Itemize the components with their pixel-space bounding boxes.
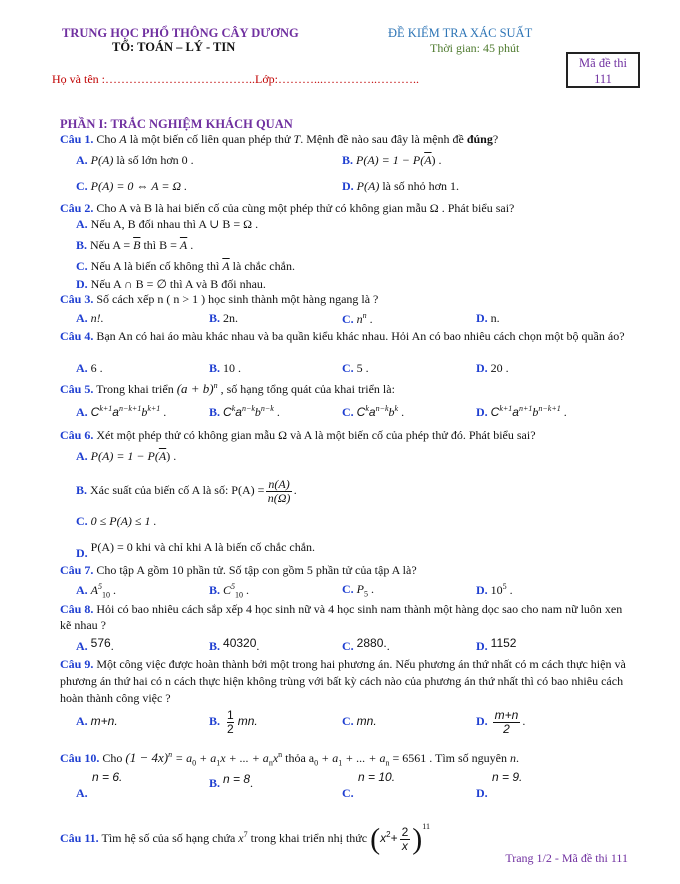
option[interactable] (76, 540, 316, 560)
question-label: Câu 3. (60, 292, 94, 306)
option[interactable] (209, 772, 254, 790)
option-label: C. (342, 714, 354, 728)
option[interactable] (476, 709, 525, 735)
math-sub: 1 (338, 758, 343, 768)
option[interactable] (76, 770, 176, 800)
option-text: n!. (90, 311, 104, 325)
question-math: (a + b) (176, 381, 214, 396)
page-footer: Trang 1/2 - Mã đề thi 111 (505, 851, 628, 865)
option-math: P(A) = 0 ⇔ A = Ω . (90, 179, 188, 193)
option-text: 2880. (356, 636, 387, 650)
option-math: n = 8 (223, 772, 251, 786)
math-sub: 1 (216, 758, 221, 768)
fraction (400, 826, 411, 853)
question-label: Câu 10. (60, 751, 100, 765)
option[interactable]: B. $C^ka^{n-k}b^{n-k}$ . (209, 404, 280, 419)
option-label: B. (342, 153, 354, 167)
option[interactable] (76, 179, 187, 194)
option-label: D. (476, 311, 488, 325)
option-math: P(A) (90, 153, 114, 167)
option-math-sup: n+1 (518, 404, 533, 413)
option-math: 10 (490, 583, 503, 597)
option-text: 10 . (223, 361, 242, 375)
math-var: x (238, 831, 244, 845)
option-label: A. (76, 639, 88, 653)
math-sub: 0 (314, 758, 319, 768)
exam-code-box (566, 52, 640, 88)
option-text: . (506, 583, 513, 597)
option-math-bar: $\overline{A}$ (222, 259, 230, 273)
option-label: B. (209, 639, 221, 653)
option-text-b: thì B = (140, 238, 180, 252)
option[interactable] (209, 361, 241, 376)
option-math-bar: $\overline{A}$ (158, 449, 167, 463)
option-math-sup: n−k (260, 404, 274, 413)
option[interactable] (76, 449, 176, 464)
option-label: B. (209, 405, 221, 419)
q1-text-e: ? (492, 132, 499, 146)
option-post: . (293, 482, 297, 497)
option-post: . (256, 639, 260, 653)
paren-close: ) (412, 822, 423, 856)
math-sub: n (385, 758, 390, 768)
question-label: Câu 1. (60, 132, 94, 146)
option-label: C. (342, 405, 354, 419)
option[interactable] (476, 770, 576, 800)
question-6 (60, 428, 536, 443)
question-text: Trong khai triển (96, 382, 174, 396)
option-label: D. (76, 546, 88, 560)
option-math: C (223, 583, 232, 597)
math-part: + a (199, 751, 217, 765)
option-text: . (368, 582, 375, 596)
question-text: Cho (102, 751, 123, 765)
option-label: D. (476, 583, 488, 597)
math-plus: + (390, 831, 398, 845)
math-part: = a (175, 751, 193, 765)
exam-code-value: 111 (594, 72, 612, 86)
option-math-b: b (141, 405, 148, 419)
question-math-sup: n (213, 381, 218, 390)
option[interactable] (76, 514, 157, 529)
option-text: P(A) = 0 khi và chỉ khi A là biến cố chắc chắn. (90, 540, 316, 554)
option-math-b: b (532, 405, 539, 419)
option-math-b: b (254, 405, 261, 419)
section-title: PHẦN I: TRẮC NGHIỆM KHÁCH QUAN (60, 117, 293, 131)
option-text: Nếu A = (90, 238, 134, 252)
school-name: TRUNG HỌC PHỔ THÔNG CÂY DƯƠNG (62, 26, 299, 40)
option-label: C. (342, 312, 354, 326)
question-text: Cho tập A gồm 10 phần tử. Số tập con gồm 5 phần tử của tập A là? (96, 563, 417, 577)
question-label: Câu 8. (60, 602, 94, 616)
option-text-b: là chắc chắn. (229, 259, 295, 273)
math-sup: 2 (386, 830, 391, 839)
option[interactable] (209, 709, 258, 735)
option-math: mn. (237, 713, 258, 728)
option-post: . (386, 639, 390, 653)
option-text: 1152 (490, 636, 517, 650)
option[interactable] (209, 311, 238, 326)
option[interactable] (76, 478, 297, 504)
fraction-numerator: 1 (227, 708, 234, 722)
option-math-a: a (512, 405, 519, 419)
option-math-c: C (223, 405, 232, 419)
question-label: Câu 11. (60, 831, 99, 845)
question-label: Câu 7. (60, 563, 94, 577)
option-math-post: ) . (166, 449, 177, 463)
option-math: P(A) = 1 − P( (90, 449, 159, 463)
option[interactable] (76, 277, 266, 292)
question-7 (60, 563, 417, 578)
option-label: C. (342, 786, 354, 800)
option-math: mn. (356, 714, 377, 728)
option[interactable] (342, 311, 373, 327)
option-text-c: . (187, 238, 194, 252)
question-5 (60, 381, 395, 397)
option-text: . (243, 583, 250, 597)
option-math-bar: $\overline{A}$ (179, 238, 188, 252)
option-math-b: b (388, 405, 395, 419)
option-text: . (366, 312, 373, 326)
option-label: B. (209, 311, 221, 325)
option-math-sup: 5 (231, 582, 236, 591)
option-text: là số lớn hơn 0 . (116, 153, 194, 167)
option-math-sup: n (362, 311, 367, 320)
option-text: là số nhỏ hơn 1. (382, 179, 460, 193)
option-label: C. (76, 259, 88, 273)
q1-var-t: T (293, 132, 301, 146)
option-math-bar: $\overline{B}$ (133, 238, 141, 252)
fraction-denominator: n(Ω) (267, 490, 291, 505)
math-sub: 0 (192, 758, 197, 768)
option-math-bar: $\overline{A}$ (424, 153, 432, 167)
fraction (266, 478, 291, 504)
option[interactable] (476, 636, 516, 651)
option-label: B. (209, 776, 221, 790)
option-math-sup: k+1 (499, 404, 513, 413)
option-math: n (356, 312, 363, 326)
option-label: A. (76, 311, 88, 325)
option[interactable] (209, 582, 249, 599)
option-label: A. (76, 583, 88, 597)
option-math-sub: 5 (364, 589, 369, 599)
option-post: . (250, 776, 254, 790)
question-text: Bạn An có hai áo màu khác nhau và ba quần kiểu khác nhau. Hỏi An có bao nhiêu cách chọn một bộ quần áo? (96, 329, 625, 343)
math-var: n (510, 751, 516, 765)
option-label: C. (342, 582, 354, 596)
math-part: thỏa a (282, 751, 315, 765)
exam-duration: Thời gian: 45 phút (430, 41, 520, 55)
option[interactable] (76, 238, 193, 253)
question-text: Tìm hệ số của số hạng chứa (101, 831, 236, 845)
option[interactable] (76, 217, 258, 232)
option-label: D. (476, 405, 488, 419)
option-math-sub: 10 (235, 590, 244, 600)
option-post: . (522, 713, 526, 728)
math-part: + ... + a (345, 751, 386, 765)
question-label: Câu 6. (60, 428, 94, 442)
option-label: B. (209, 583, 221, 597)
option[interactable] (76, 259, 295, 274)
option[interactable] (342, 153, 442, 168)
option[interactable] (76, 153, 194, 168)
question-text-b: trong khai triển nhị thức (250, 831, 368, 845)
q1-var: A (119, 132, 127, 146)
question-11 (60, 815, 430, 859)
option-math-a: a (368, 405, 376, 419)
question-label: Câu 9. (60, 657, 94, 671)
option-label: A. (76, 714, 88, 728)
option-label: A. (76, 786, 88, 800)
math-part: x + ... + a (220, 751, 269, 765)
option-label: B. (209, 713, 221, 728)
question-2 (60, 201, 514, 216)
option-math-c: C (90, 405, 100, 419)
option-label: A. (76, 153, 88, 167)
option[interactable] (342, 770, 442, 800)
option[interactable] (76, 709, 118, 728)
option[interactable] (342, 709, 377, 728)
exam-title: ĐỀ KIỂM TRA XÁC SUẤT (388, 26, 533, 40)
option[interactable] (76, 361, 103, 376)
option-math-sub: 10 (102, 590, 111, 600)
option-math: P(A) = 1 − P( (356, 153, 425, 167)
name-class-field[interactable]: Họ và tên :………………………………..Lớp:………...…………..……….. (52, 72, 419, 86)
option-label: A. (76, 361, 88, 375)
option-label: D. (342, 179, 354, 193)
exam-code-label: Mã đề thi (579, 56, 627, 70)
question-4 (60, 329, 630, 344)
option[interactable] (342, 636, 390, 651)
option[interactable] (76, 582, 116, 599)
option[interactable] (342, 361, 369, 376)
math-part: = 6561 . Tìm số nguyên (392, 751, 507, 765)
option-math: A (90, 583, 99, 597)
option-math-sup: k (365, 404, 369, 413)
question-label: Câu 2. (60, 201, 94, 215)
option-label: A. (76, 405, 88, 419)
option-math-sup: n−k+1 (118, 404, 142, 413)
option[interactable] (76, 636, 114, 651)
option[interactable] (76, 311, 104, 326)
fraction (225, 709, 236, 735)
option-label: A. (76, 217, 88, 231)
fraction-denominator: 2 (503, 721, 510, 736)
paren-open: ( (370, 822, 381, 856)
math-part: x (272, 751, 279, 765)
option-label: C. (76, 179, 88, 193)
question-9 (60, 656, 630, 707)
option-math-sup: k (231, 404, 236, 413)
option-text: Xác suất của biến cố A là số: P(A) = (90, 482, 265, 497)
question-8 (60, 601, 630, 633)
option-label: D. (476, 639, 488, 653)
option-math-sup: k+1 (147, 404, 161, 413)
option-text: 576 (90, 636, 111, 650)
q1-text-c: . Mệnh đề nào sau đây là mệnh đề (300, 132, 464, 146)
option[interactable] (476, 361, 509, 376)
question-label: Câu 5. (60, 382, 94, 396)
option-math-sup: 5 (98, 582, 103, 591)
option-math-a: a (235, 405, 242, 419)
option-label: D. (76, 277, 88, 291)
math-exponent: 11 (422, 822, 430, 831)
fraction-numerator: m+n (494, 708, 519, 722)
option-label: D. (476, 361, 488, 375)
fraction-denominator: x (401, 838, 408, 853)
question-text: Hỏi có bao nhiêu cách sắp xếp 4 học sinh nữ và 4 học sinh nam thành một hàng dọc sao cho nam nữ luôn xen kẽ nhau ? (60, 602, 623, 632)
option-math: n = 6. (92, 770, 123, 784)
option-math: 0 ≤ P(A) ≤ 1 . (90, 514, 157, 528)
option-text: 5 . (356, 361, 369, 375)
option[interactable] (342, 179, 459, 194)
option-label: C. (342, 361, 354, 375)
question-3 (60, 292, 378, 307)
option-text: 6 . (90, 361, 103, 375)
math-sub: n (268, 758, 273, 768)
math-sup: 7 (243, 830, 248, 839)
option-math: P(A) (356, 179, 380, 193)
fraction-numerator: n(A) (268, 477, 290, 491)
q1-text: Cho (96, 132, 117, 146)
math-var: x (380, 831, 387, 845)
option[interactable] (342, 582, 374, 598)
option-label: A. (76, 449, 88, 463)
option-text: n. (490, 311, 500, 325)
option-text: 20 . (490, 361, 509, 375)
option-math: P (356, 582, 365, 596)
option-text: Nếu A, B đối nhau thì A ∪ B = Ω . (90, 217, 259, 231)
question-1 (60, 132, 498, 147)
option-text: 2n. (223, 311, 239, 325)
fraction-numerator: 2 (401, 824, 409, 839)
question-text: Cho A và B là hai biến cố của cùng một phép thử có không gian mẫu Ω . Phát biểu sai? (96, 201, 515, 215)
fraction (493, 709, 521, 735)
q1-text-b: là một biến cố liên quan phép thử (129, 132, 291, 146)
question-text: Số cách xếp n ( n > 1 ) học sinh thành một hàng ngang là ? (96, 292, 379, 306)
question-text: Một công việc được hoàn thành bởi một trong hai phương án. Nếu phương án thứ nhất có m cách thực hiện và phương án thứ hai có n cách thực hiện không trùng với bất kỳ cách nào của phương án thứ nhất thì có bao nhiêu cách hoàn thành công việc ? (60, 657, 626, 705)
option-text: Nếu A là biến cố không thì (90, 259, 223, 273)
option-math: n = 10. (358, 770, 396, 784)
option[interactable]: D. $C^{k+1}a^{n+1}b^{n-k+1}$ . (476, 404, 567, 419)
option-label: C. (342, 639, 354, 653)
option-math-sup: n−k (241, 404, 255, 413)
option-text: 40320 (223, 636, 257, 650)
option-math-sup: k (394, 404, 399, 413)
option-text: Nếu A ∩ B = ∅ thì A và B đối nhau. (90, 277, 266, 291)
option-label: B. (209, 361, 221, 375)
option[interactable]: C. $C^ka^{n-k}b^k$ . (342, 404, 405, 419)
option-math: n = 9. (492, 770, 523, 784)
option-math-sup: n−k (375, 404, 389, 413)
question-10: Câu 10. Cho $(1 - 4x)^n = a_0 + a_1x$ + ... + $a_nx^n$ thỏa $a_0 + a_1$ + ... + $a_n = 6561$ . Tìm số nguyên n. (60, 750, 519, 768)
option-math-post: ) . (431, 153, 442, 167)
option[interactable]: A. $C^{k+1}a^{n-k+1}b^{k+1}$ . (76, 404, 167, 419)
fraction-denominator: 2 (227, 721, 234, 736)
option-math-c: C (356, 405, 366, 419)
option-post: . (110, 639, 114, 653)
math-sup: n (168, 750, 173, 759)
question-text: Xét một phép thử có không gian mẫu Ω và A là một biến cố của phép thử đó. Phát biểu sai? (96, 428, 536, 442)
option-math: m+n. (90, 714, 118, 728)
department: TỔ: TOÁN – LÝ - TIN (112, 40, 236, 54)
option-math-sup: 5 (502, 582, 507, 591)
option-label: B. (76, 482, 88, 497)
q1-emph: đúng (466, 132, 493, 146)
option-label: D. (476, 786, 488, 800)
math-part: + a (321, 751, 339, 765)
question-math: (1 − 4x) (125, 750, 169, 765)
question-text-b: , số hạng tổng quát của khai triển là: (220, 382, 395, 396)
option-label: B. (76, 238, 88, 252)
option-text: . (110, 583, 117, 597)
option-math-a: a (112, 405, 119, 419)
option[interactable] (476, 582, 513, 598)
option[interactable] (476, 311, 500, 326)
option[interactable] (209, 636, 259, 651)
question-label: Câu 4. (60, 329, 94, 343)
option-math-sup: n−k+1 (538, 404, 561, 413)
option-math-sup: k+1 (99, 404, 113, 413)
math-sup: n (278, 750, 283, 759)
option-label: D. (476, 713, 488, 728)
option-label: C. (76, 514, 88, 528)
option-math-c: C (490, 405, 500, 419)
